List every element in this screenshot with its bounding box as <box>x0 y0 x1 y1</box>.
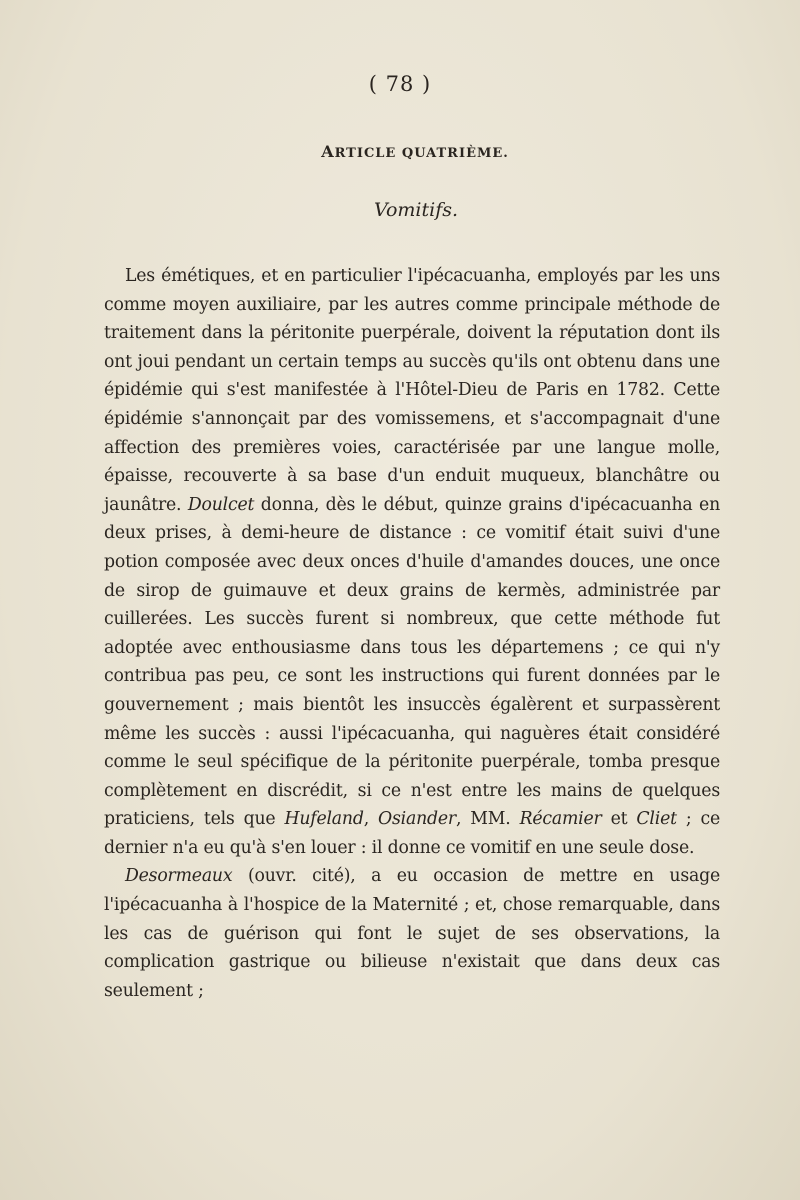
article-heading-word1: RTICLE <box>334 146 402 161</box>
text-run: , MM. <box>455 809 520 830</box>
text-run: donna, dès le début, quinze grains d'ipécacuanha en deux prises, à demi-heure de distance : ce vomitif était suivi d'une potion composée avec deux onces d'huile d'amandes douces, une once de sirop de guimauve et deux grains de kermès, administrée par cuillerées. Les succès furent si nombreux, que cette méthode fut adoptée avec enthousiasme dans tous les départemens ; ce qui n'y contribua pas peu, ce sont les instructions qui furent données par le gouvernement ; mais bientôt les insuccès égalèrent et surpassèrent même les succès : aussi l'ipécacuanha, qui naguères était considéré comme le seul spécifique de la péritonite puerpérale, tomba presque complètement en discrédit, si ce n'est entre les mains de quelques praticiens, tels que <box>104 494 720 830</box>
body-text <box>104 262 720 1005</box>
author-name: Desormeaux <box>125 866 233 887</box>
text-run: (ouvr. cité), a eu occasion de mettre en usage l'ipécacuanha à l'hospice de la Maternité ; et, chose remarquable, dans les cas de guérison qui font le sujet de ses observations, la complication gastrique ou bilieuse n'existait que dans deux cas seulement ; <box>104 866 720 1001</box>
author-name: Doulcet <box>187 494 255 515</box>
article-heading-cap: A <box>321 142 335 161</box>
text-run: ; ce dernier n'a eu qu'à s'en louer : il donne ce vomitif en une seule dose. <box>104 809 721 858</box>
text-run: , <box>363 809 379 830</box>
author-name: Récamier <box>519 809 602 830</box>
paragraph <box>104 862 720 1005</box>
text-run: et <box>601 809 637 830</box>
author-name: Cliet <box>636 809 677 830</box>
section-title: Vomitifs. <box>373 199 459 221</box>
paragraph <box>104 262 720 862</box>
page-number: ( 78 ) <box>368 72 432 96</box>
article-heading-word2: QUATRIÈME. <box>401 146 509 161</box>
text-run: Les émétiques, et en particulier l'ipécacuanha, employés par les uns comme moyen auxiliaire, par les autres comme principale méthode de traitement dans la péritonite puerpérale, doivent la réputation dont ils ont joui pendant un certain temps au succès qu'ils ont obtenu dans une épidémie qui s'est manifestée à l'Hôtel-Dieu de Paris en 1782. Cette épidémie s'annonçait par des vomissemens, et s'accompagnait d'une affection des premières voies, caractérisée par une langue molle, épaisse, recouverte à sa base d'un enduit muqueux, blanchâtre ou jaunâtre. <box>104 266 720 515</box>
author-name: Osiander <box>378 809 456 830</box>
article-heading <box>0 142 800 161</box>
author-name: Hufeland <box>284 809 364 830</box>
